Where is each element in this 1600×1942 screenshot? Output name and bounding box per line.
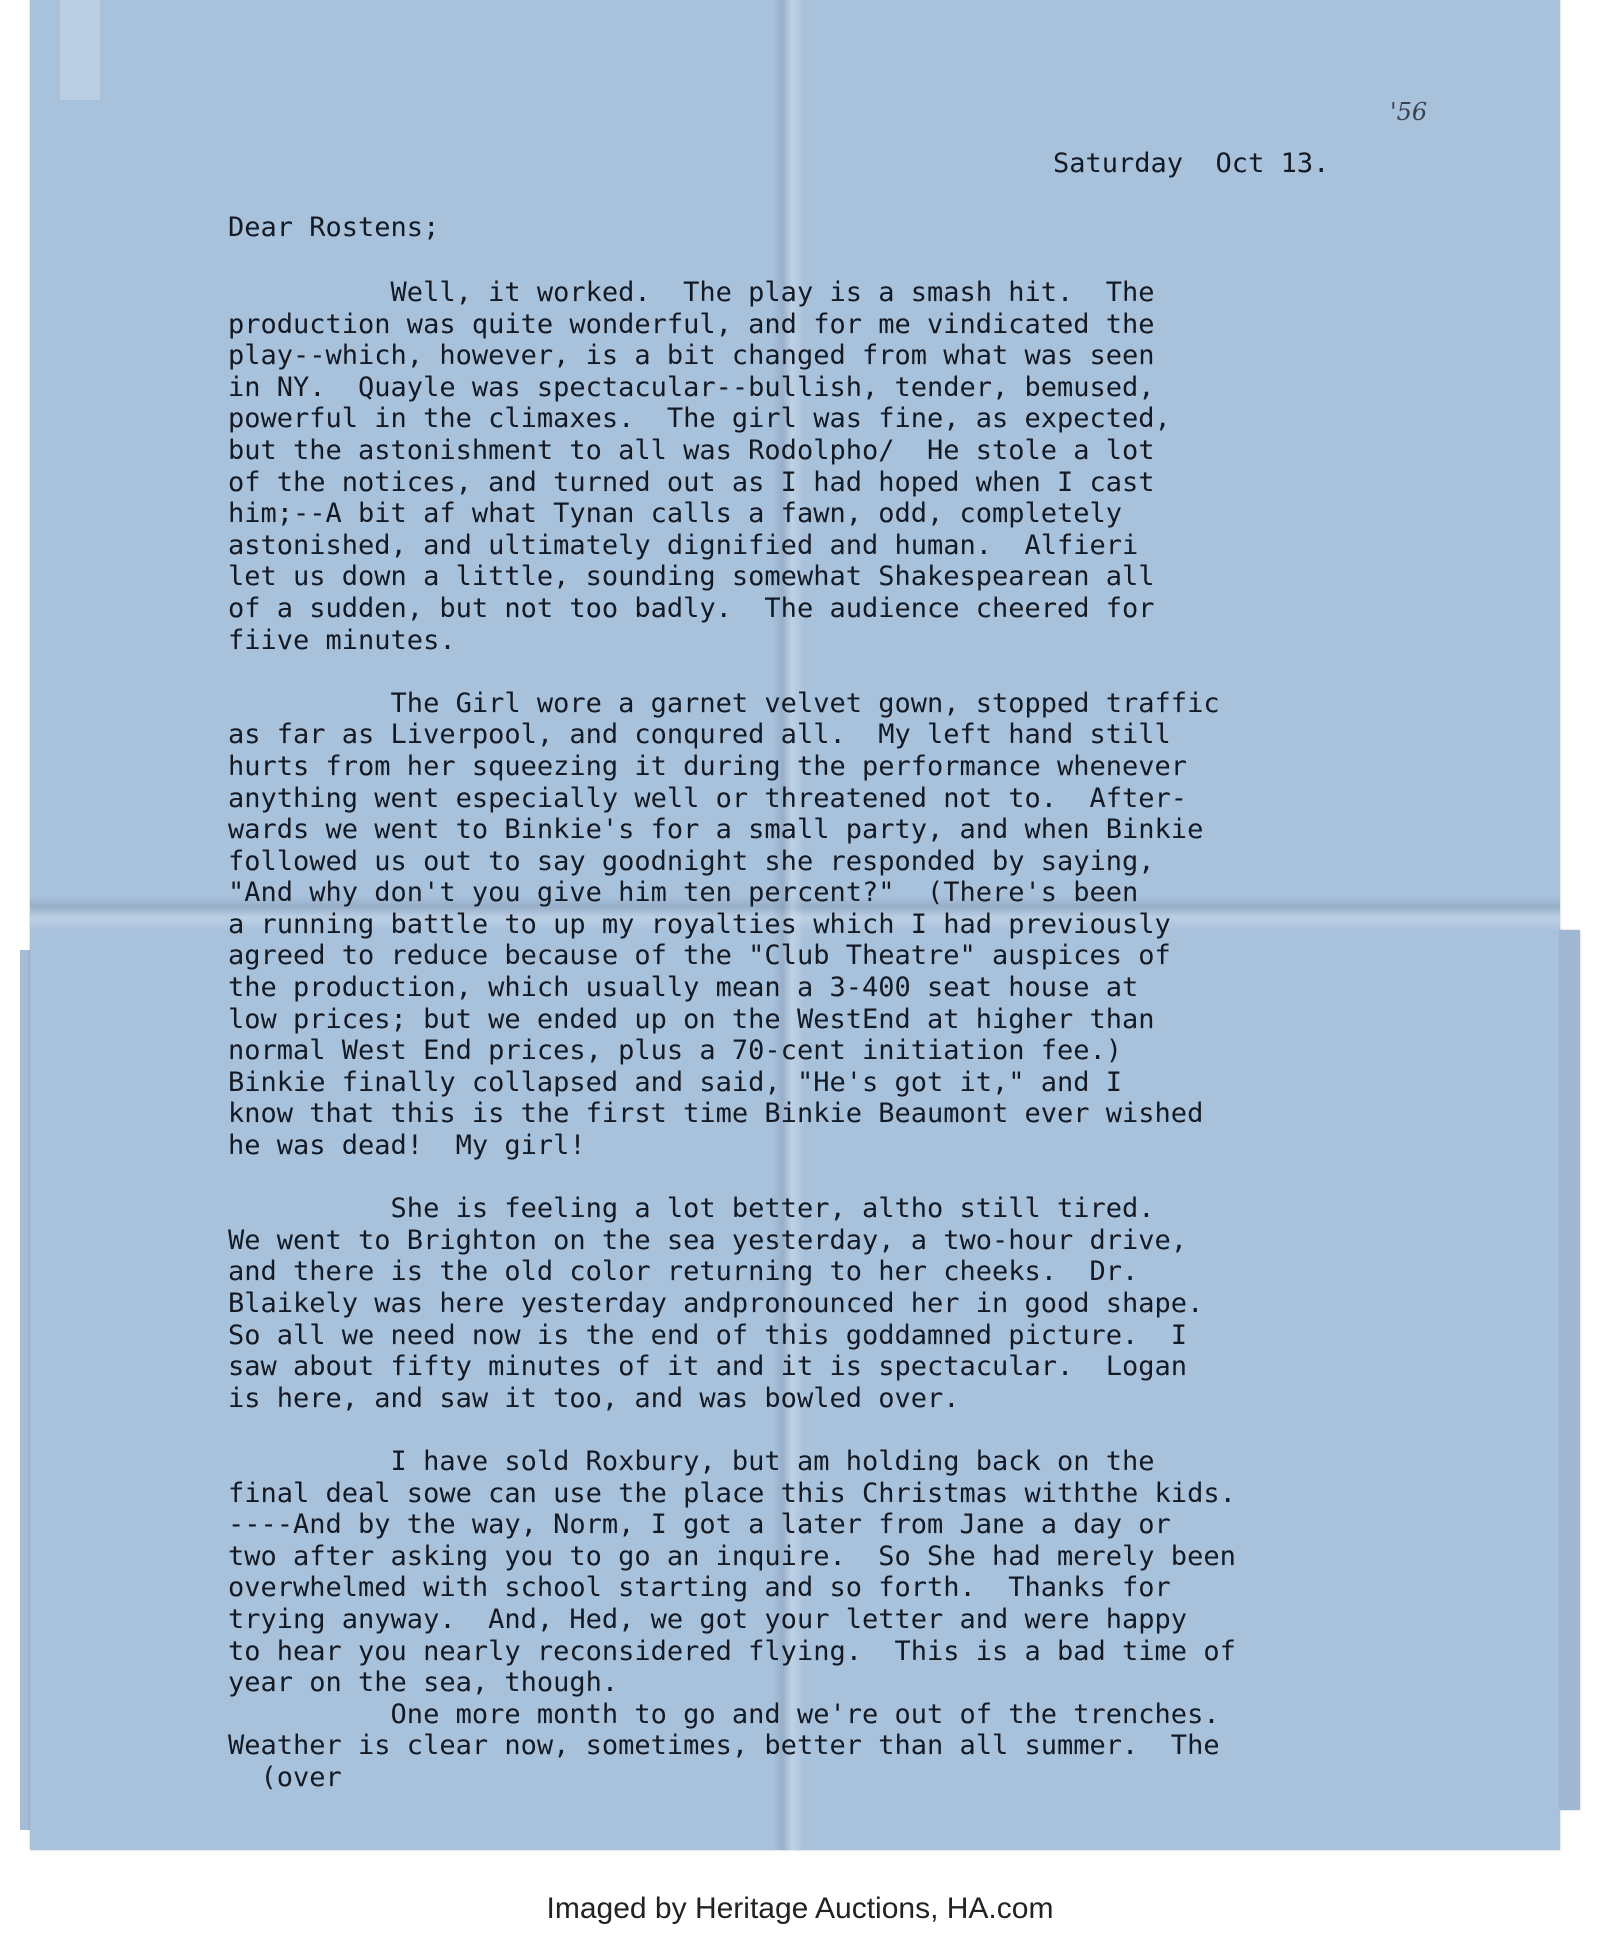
letter-line: Blaikely was here yesterday andpronounced her in good shape. <box>228 1288 1204 1319</box>
letter-line: normal West End prices, plus a 70-cent initiation fee.) <box>228 1035 1123 1067</box>
letter-line: The Girl wore a garnet velvet gown, stopped traffic <box>228 687 1220 719</box>
letter-line: the production, which usually mean a 3-400 seat house at <box>228 972 1139 1004</box>
paper-corner <box>60 0 100 100</box>
letter-line: two after asking you to go an inquire. So She had merely been <box>228 1540 1236 1572</box>
letter-line: powerful in the climaxes. The girl was fine, as expected, <box>228 403 1171 435</box>
letter-line: anything went especially well or threatened not to. After- <box>228 782 1188 814</box>
letter-line: a running battle to up my royalties which I had previously <box>228 908 1171 940</box>
letter-line <box>228 1414 1236 1446</box>
letter-line: but the astonishment to all was Rodolpho/ He stole a lot <box>228 434 1155 466</box>
letter-line: fiive minutes. <box>228 624 456 656</box>
letter-line: play--which, however, is a bit changed from what was seen <box>228 340 1155 372</box>
letter-line: let us down a little, sounding somewhat Shakespearean all <box>228 561 1155 593</box>
letter-body <box>228 277 1236 1794</box>
letter-line: agreed to reduce because of the "Club Theatre" auspices of <box>228 940 1171 972</box>
letter-line: "And why don't you give him ten percent?" (There's been <box>228 877 1139 909</box>
letter-line: overwhelmed with school starting and so forth. Thanks for <box>228 1572 1171 1604</box>
image-credit: Imaged by Heritage Auctions, HA.com <box>546 1892 1054 1925</box>
letter-date: Saturday Oct 13. <box>1053 148 1330 179</box>
letter-line: year on the sea, though. <box>228 1667 619 1699</box>
letter-line <box>228 656 1236 688</box>
letter-line: trying anyway. And, Hed, we got your letter and were happy <box>228 1603 1188 1635</box>
letter-line: So all we need now is the end of this goddamned picture. I <box>228 1319 1188 1351</box>
letter-line: astonished, and ultimately dignified and human. Alfieri <box>228 529 1139 561</box>
pencil-note: '56 <box>1390 98 1428 126</box>
letter-line: We went to Brighton on the sea yesterday, a two-hour drive, <box>228 1224 1188 1256</box>
letter-line: know that this is the first time Binkie Beaumont ever wished <box>228 1098 1204 1130</box>
letter-line: She is feeling a lot better, altho still tired. <box>228 1193 1155 1225</box>
letter-line: hurts from her squeezing it during the performance whenever <box>228 750 1188 782</box>
letter-line: of the notices, and turned out as I had hoped when I cast <box>228 466 1155 498</box>
letter-line: Well, it worked. The play is a smash hit. The <box>228 277 1155 308</box>
letter-line: Weather is clear now, sometimes, better than all summer. The <box>228 1730 1220 1762</box>
letter-line: he was dead! My girl! <box>228 1130 586 1162</box>
letter-line: in NY. Quayle was spectacular--bullish, tender, bemused, <box>228 371 1155 403</box>
letter-line: as far as Liverpool, and conqured all. My left hand still <box>228 719 1171 751</box>
letter-line: saw about fifty minutes of it and it is spectacular. Logan <box>228 1351 1188 1383</box>
letter-line: I have sold Roxbury, but am holding back on the <box>228 1445 1155 1477</box>
letter-line: to hear you nearly reconsidered flying. This is a bad time of <box>228 1635 1236 1667</box>
letter-line: him;--A bit af what Tynan calls a fawn, odd, completely <box>228 498 1123 530</box>
letter-line: of a sudden, but not too badly. The audience cheered for <box>228 592 1155 624</box>
letter-line: final deal sowe can use the place this Christmas withthe kids. <box>228 1477 1236 1509</box>
letter-line: is here, and saw it too, and was bowled over. <box>228 1382 960 1414</box>
letter-line: low prices; but we ended up on the WestEnd at higher than <box>228 1003 1155 1035</box>
letter-line: Binkie finally collapsed and said, "He's got it," and I <box>228 1066 1123 1098</box>
letter-line: production was quite wonderful, and for me vindicated the <box>228 308 1155 340</box>
letter-line: ----And by the way, Norm, I got a later from Jane a day or <box>228 1509 1171 1541</box>
letter-line <box>228 1162 1236 1194</box>
letter-line: (over <box>228 1761 342 1793</box>
letter-salutation: Dear Rostens; <box>228 212 440 243</box>
letter-line: and there is the old color returning to her cheeks. Dr. <box>228 1256 1139 1288</box>
paper-underlayer-right <box>1560 930 1580 1810</box>
letter-line: followed us out to say goodnight she responded by saying, <box>228 845 1155 877</box>
letter-line: wards we went to Binkie's for a small party, and when Binkie <box>228 814 1204 846</box>
letter-line: One more month to go and we're out of the trenches. <box>228 1698 1220 1730</box>
